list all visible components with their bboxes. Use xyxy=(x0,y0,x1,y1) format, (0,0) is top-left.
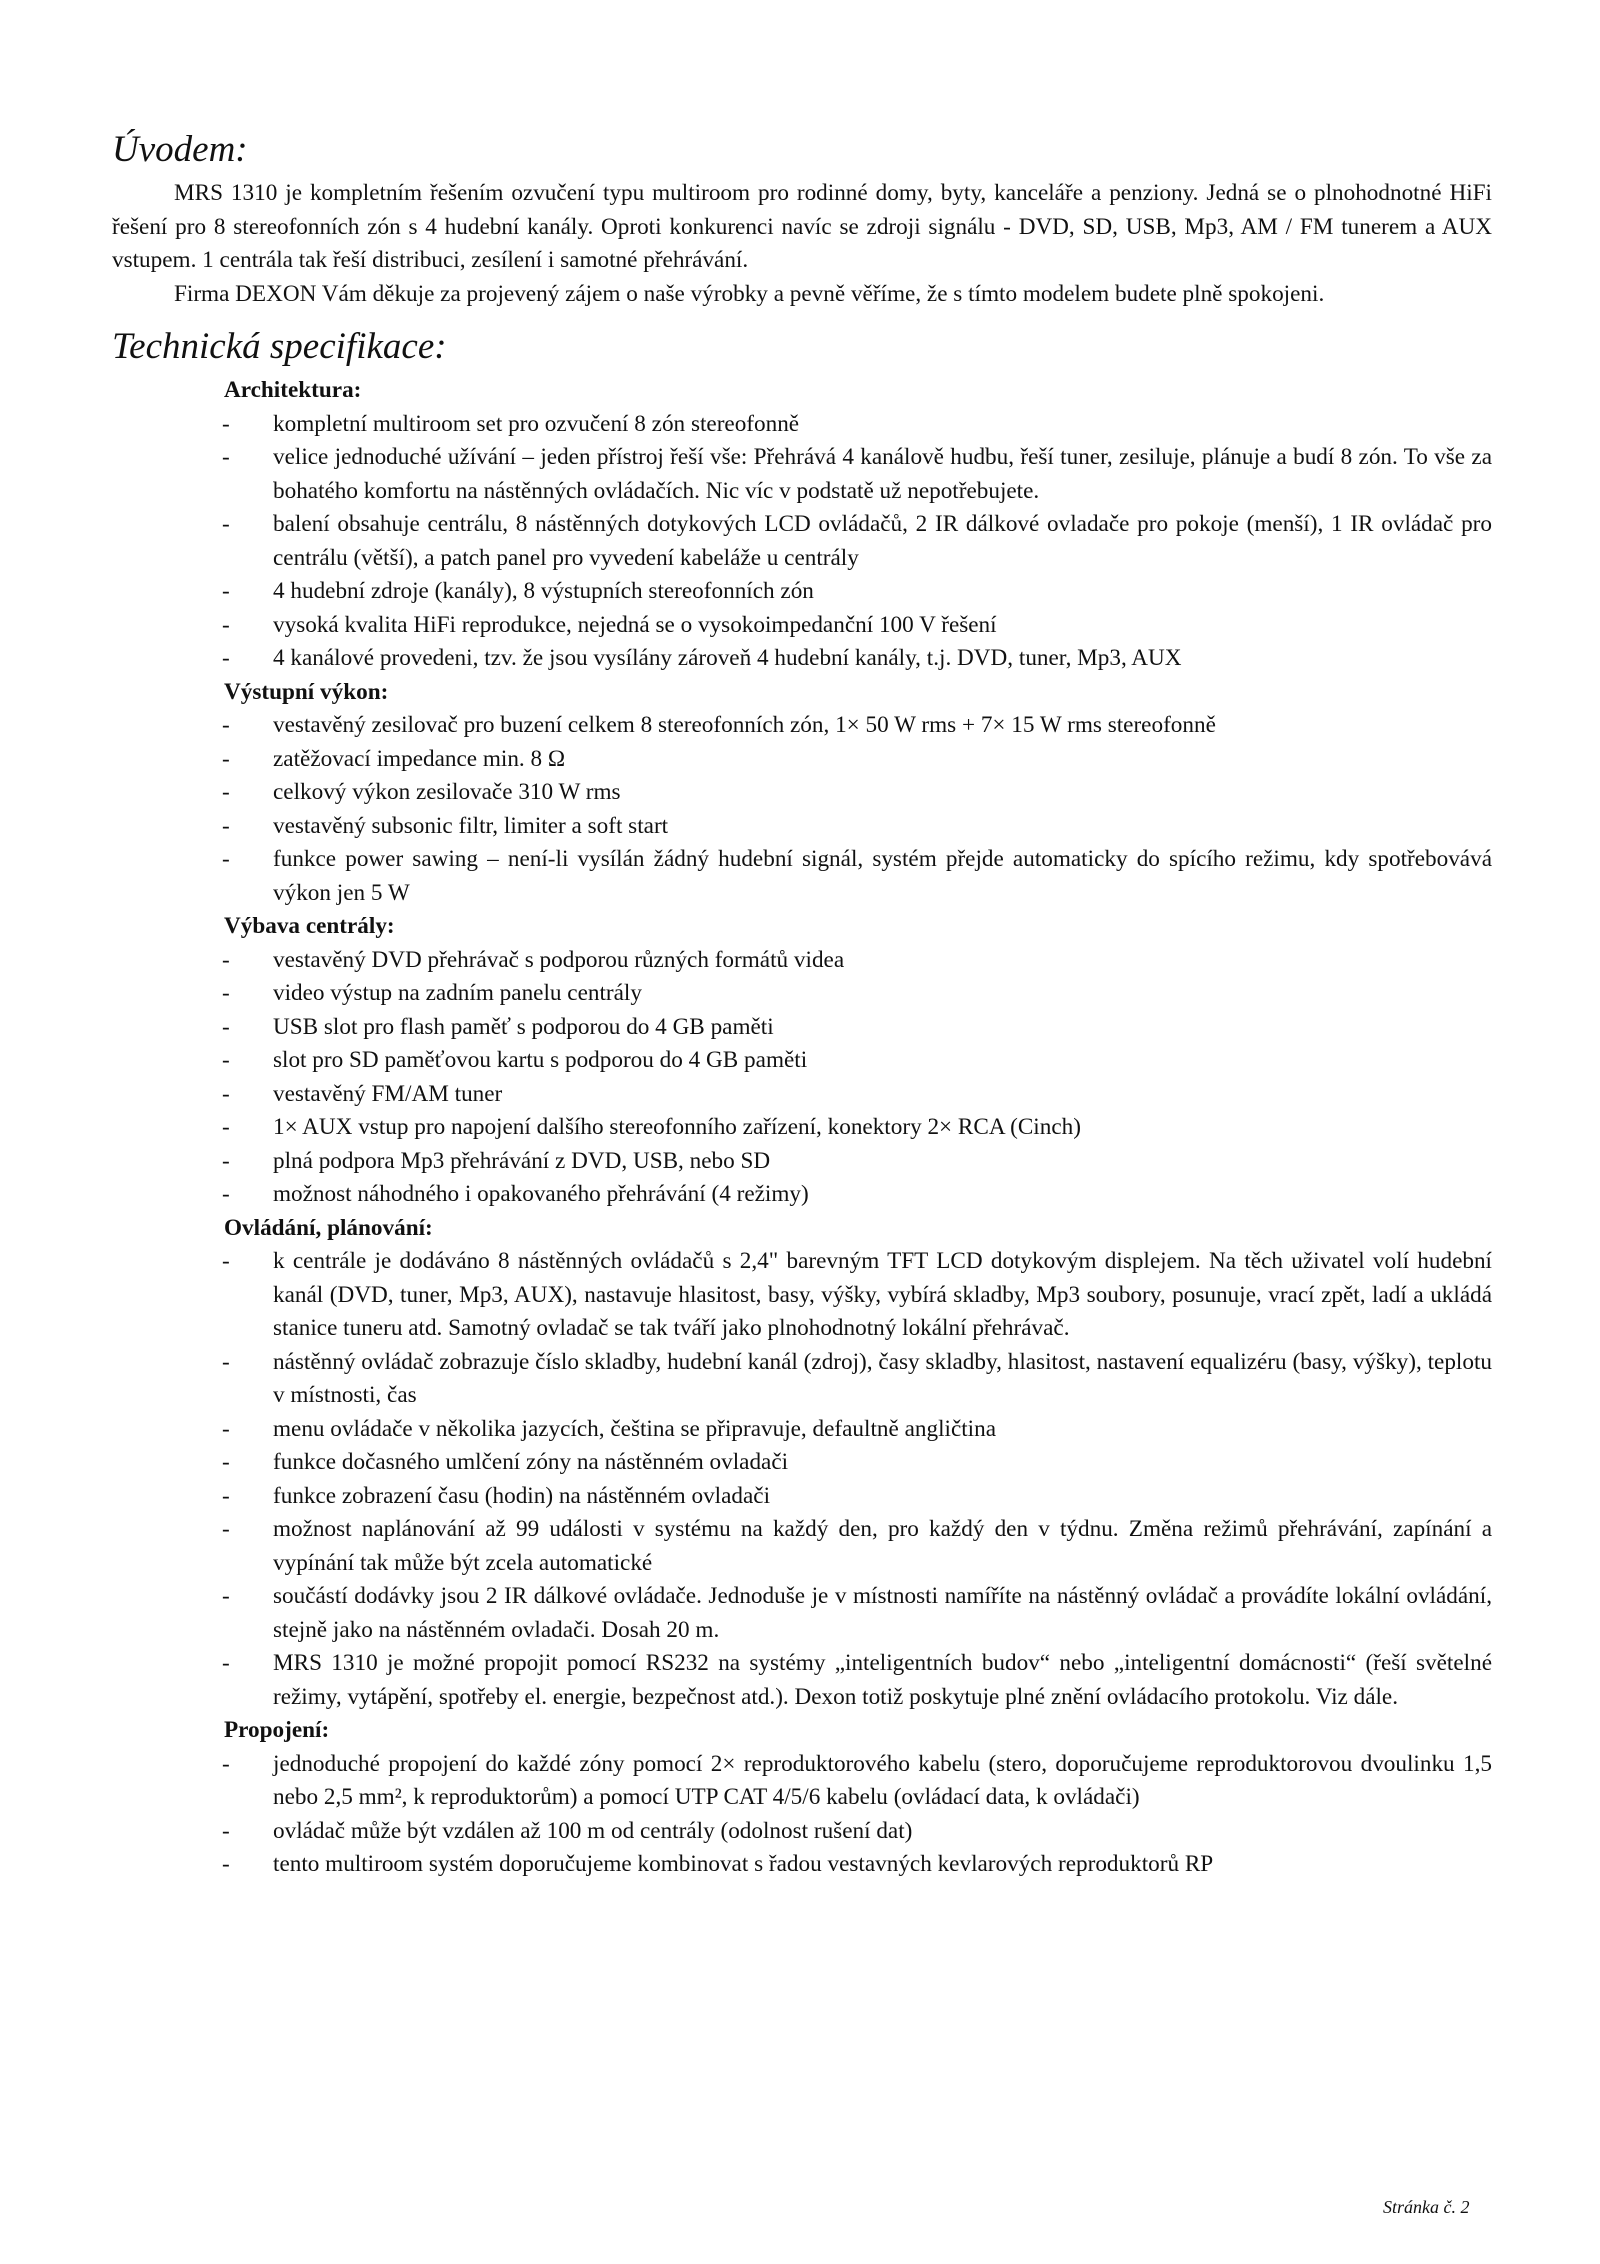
list-item-text: menu ovládače v několika jazycích, čeština se připravuje, defaultně angličtina xyxy=(273,1415,997,1442)
list-item-text: možnost náhodného i opakovaného přehrávání (4 režimy) xyxy=(273,1181,809,1207)
section-title: Ovládání, plánování: xyxy=(224,1214,433,1241)
dash-bullet: - xyxy=(222,1080,230,1107)
list-item xyxy=(112,508,1492,575)
dash-bullet: - xyxy=(222,1348,230,1375)
dash-bullet: - xyxy=(222,1147,230,1174)
bullet-list xyxy=(112,408,1492,676)
list-item xyxy=(112,843,1492,910)
list-item-text: 4 kanálové provedeni, tzv. že jsou vysílány zároveň 4 hudební kanály, t.j. DVD, tuner, Mp3, AUX xyxy=(273,645,1182,671)
bullet-list xyxy=(112,944,1492,1212)
list-item-text: plná podpora Mp3 přehrávání z DVD, USB, nebo SD xyxy=(273,1147,771,1174)
document-page xyxy=(112,128,1492,1882)
list-item-text: zatěžovací impedance min. 8 Ω xyxy=(273,745,566,772)
list-item xyxy=(112,944,1492,978)
list-item xyxy=(112,1145,1492,1179)
list-item-text: k centrále je dodáváno 8 nástěnných ovládačů s 2,4" barevným TFT LCD dotykovým displejem. Na těch uživatel volí hudební kanál (DVD, tuner, Mp3, AUX), nastavuje hlasitost, basy, výšky, vybírá skladby, Mp3 soubory, posunuje, vrací zpět, ladí a ukládá stanice tuneru atd. Samotný ovladač se tak tváří jako plnohodnotný lokální přehrávač. xyxy=(273,1248,1492,1341)
intro-paragraph: MRS 1310 je kompletním řešením ozvučení typu multiroom pro rodinné domy, byty, kanceláře a penziony. Jedná se o plnohodnotné HiFi řešení pro 8 stereofonních zón s 4 hudební kanály. Oproti konkurenci navíc se zdroji signálu - DVD, SD, USB, Mp3, AM / FM tunerem a AUX vstupem. 1 centrála tak řeší distribuci, zesílení i samotné přehrávání. xyxy=(112,180,1492,273)
list-item-text: vestavěný zesilovač pro buzení celkem 8 stereofonních zón, 1× 50 W rms + 7× 15 W rms stereofonně xyxy=(273,712,1216,738)
list-item-text: 1× AUX vstup pro napojení dalšího stereofonního zařízení, konektory 2× RCA (Cinch) xyxy=(273,1114,1081,1140)
list-item xyxy=(112,575,1492,609)
list-item-text: vysoká kvalita HiFi reprodukce, nejedná se o vysokoimpedanční 100 V řešení xyxy=(273,611,997,638)
dash-bullet: - xyxy=(222,645,230,671)
page-number: Stránka č. 2 xyxy=(1383,2197,1470,2217)
list-item-text: vestavěný FM/AM tuner xyxy=(273,1080,503,1107)
list-item xyxy=(112,1111,1492,1145)
list-item xyxy=(112,642,1492,676)
dash-bullet: - xyxy=(222,1750,230,1777)
list-item xyxy=(112,1346,1492,1413)
list-item xyxy=(112,1011,1492,1045)
intro-paragraph: Firma DEXON Vám děkuje za projevený zájem o naše výrobky a pevně věříme, že s tímto modelem budete plně spokojeni. xyxy=(174,280,1325,307)
dash-bullet: - xyxy=(222,1482,230,1509)
bullet-list xyxy=(112,1245,1492,1714)
dash-bullet: - xyxy=(222,946,230,973)
spec-sections xyxy=(112,374,1492,1882)
list-item xyxy=(112,1245,1492,1346)
dash-bullet: - xyxy=(222,779,230,805)
list-item-text: jednoduché propojení do každé zóny pomocí 2× reproduktorového kabelu (stero, doporučujeme reproduktorovou dvoulinku 1,5 nebo 2,5 mm², k reproduktorům) a pomocí UTP CAT 4/5/6 kabelu (ovládací data, k ovládači) xyxy=(273,1750,1492,1810)
list-item xyxy=(112,1647,1492,1714)
list-item xyxy=(112,709,1492,743)
list-item-text: velice jednoduché užívání – jeden přístroj řeší vše: Přehrává 4 kanálově hudbu, řeší tuner, zesiluje, plánuje a budí 8 zón. To vše za bohatého komfortu na nástěnných ovládačích. Nic víc v podstatě už nepotřebujete. xyxy=(273,444,1492,504)
dash-bullet: - xyxy=(222,1817,230,1844)
list-item-text: možnost naplánování až 99 události v systému na každý den, pro každý den v týdnu. Změna režimů přehrávání, zapínání a vypínání tak může být zcela automatické xyxy=(273,1516,1492,1576)
list-item-text: slot pro SD paměťovou kartu s podporou do 4 GB paměti xyxy=(273,1047,808,1073)
list-item-text: MRS 1310 je možné propojit pomocí RS232 na systémy „inteligentních budov“ nebo „inteligentní domácnosti“ (řeší světelné režimy, vytápění, spotřeby el. energie, bezpečnost atd.). Dexon totiž poskytuje plné znění ovládacího protokolu. Viz dále. xyxy=(273,1650,1492,1710)
dash-bullet: - xyxy=(222,812,230,839)
list-item xyxy=(112,1446,1492,1480)
section-title: Propojení: xyxy=(224,1717,330,1743)
dash-bullet: - xyxy=(222,611,230,638)
dash-bullet: - xyxy=(222,980,230,1006)
dash-bullet: - xyxy=(222,1851,230,1877)
list-item-text: celkový výkon zesilovače 310 W rms xyxy=(273,779,621,805)
list-item-text: funkce dočasného umlčení zóny na nástěnném ovladači xyxy=(273,1449,789,1475)
dash-bullet: - xyxy=(222,1114,230,1140)
list-item xyxy=(112,1513,1492,1580)
list-item xyxy=(112,1413,1492,1447)
list-item xyxy=(112,408,1492,442)
spec-heading: Technická specifikace: xyxy=(112,326,447,367)
dash-bullet: - xyxy=(222,1415,230,1442)
list-item xyxy=(112,1848,1492,1882)
dash-bullet: - xyxy=(222,578,230,604)
list-item xyxy=(112,609,1492,643)
dash-bullet: - xyxy=(222,1449,230,1475)
dash-bullet: - xyxy=(222,745,230,772)
list-item-text: balení obsahuje centrálu, 8 nástěnných dotykových LCD ovládačů, 2 IR dálkové ovladače pro pokoje (menší), 1 IR ovládač pro centrálu (větší), a patch panel pro vyvedení kabeláže u centrály xyxy=(273,511,1492,571)
bullet-list xyxy=(112,1748,1492,1882)
list-item xyxy=(112,977,1492,1011)
dash-bullet: - xyxy=(222,410,230,437)
dash-bullet: - xyxy=(222,1650,230,1676)
dash-bullet: - xyxy=(222,511,230,537)
list-item xyxy=(112,1078,1492,1112)
dash-bullet: - xyxy=(222,1516,230,1542)
dash-bullet: - xyxy=(222,1047,230,1073)
intro-heading: Úvodem: xyxy=(112,129,248,170)
list-item-text: nástěnný ovládač zobrazuje číslo skladby, hudební kanál (zdroj), časy skladby, hlasitost, nastavení equalizéru (basy, výšky), teplotu v místnosti, čas xyxy=(273,1348,1492,1408)
dash-bullet: - xyxy=(222,444,230,470)
list-item-text: funkce zobrazení času (hodin) na nástěnném ovladači xyxy=(273,1482,771,1509)
dash-bullet: - xyxy=(222,712,230,738)
dash-bullet: - xyxy=(222,1181,230,1207)
list-item xyxy=(112,1815,1492,1849)
list-item xyxy=(112,1044,1492,1078)
list-item xyxy=(112,776,1492,810)
section-title: Výstupní výkon: xyxy=(224,678,389,705)
list-item-text: vestavěný subsonic filtr, limiter a soft start xyxy=(273,812,669,839)
list-item xyxy=(112,1580,1492,1647)
section-title: Architektura: xyxy=(224,377,362,403)
dash-bullet: - xyxy=(222,1013,230,1040)
list-item-text: tento multiroom systém doporučujeme kombinovat s řadou vestavných kevlarových reproduktorů RP xyxy=(273,1851,1214,1877)
list-item xyxy=(112,1480,1492,1514)
list-item-text: ovládač může být vzdálen až 100 m od centrály (odolnost rušení dat) xyxy=(273,1817,913,1844)
bullet-list xyxy=(112,709,1492,910)
list-item xyxy=(112,810,1492,844)
list-item xyxy=(112,743,1492,777)
list-item-text: USB slot pro flash paměť s podporou do 4 GB paměti xyxy=(273,1013,774,1040)
list-item-text: video výstup na zadním panelu centrály xyxy=(273,980,642,1006)
list-item-text: kompletní multiroom set pro ozvučení 8 zón stereofonně xyxy=(273,410,800,437)
section-title: Výbava centrály: xyxy=(224,913,395,939)
list-item-text: vestavěný DVD přehrávač s podporou různých formátů videa xyxy=(273,946,845,973)
dash-bullet: - xyxy=(222,1248,230,1274)
dash-bullet: - xyxy=(222,1583,230,1609)
list-item-text: součástí dodávky jsou 2 IR dálkové ovládače. Jednoduše je v místnosti namíříte na nástěnný ovládač a provádíte lokální ovládání, stejně jako na nástěnném ovladači. Dosah 20 m. xyxy=(273,1583,1492,1643)
list-item xyxy=(112,1178,1492,1212)
dash-bullet: - xyxy=(222,846,230,872)
list-item xyxy=(112,1748,1492,1815)
list-item xyxy=(112,441,1492,508)
list-item-text: funkce power sawing – není-li vysílán žádný hudební signál, systém přejde automaticky do spícího režimu, kdy spotřebovává výkon jen 5 W xyxy=(273,846,1492,906)
list-item-text: 4 hudební zdroje (kanály), 8 výstupních stereofonních zón xyxy=(273,578,814,604)
